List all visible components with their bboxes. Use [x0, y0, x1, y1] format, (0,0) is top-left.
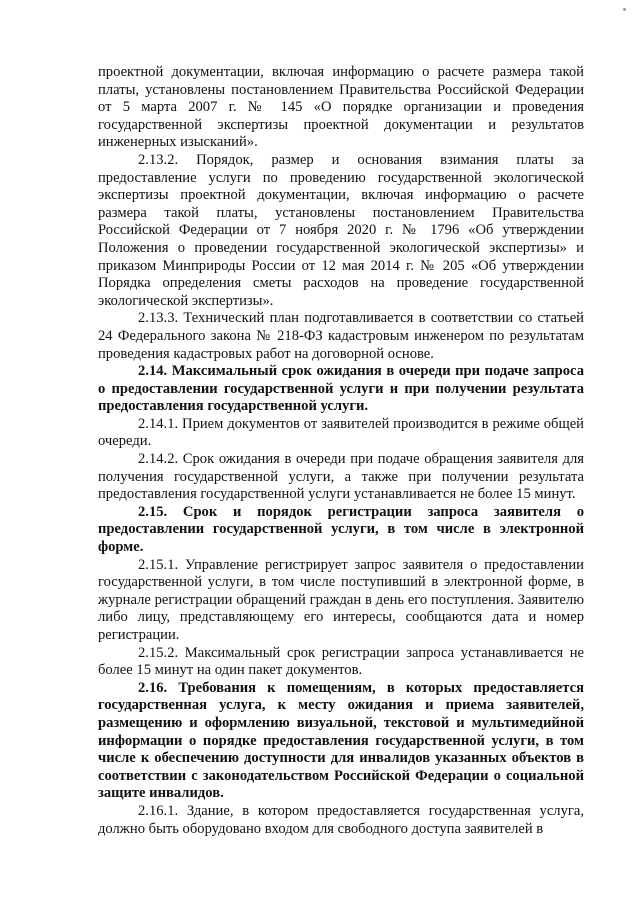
paragraph-2-15-1: 2.15.1. Управление регистрирует запрос заявителя о предоставлении государственной услуги, в том числе поступивший в электронной форме, в журнале регистрации обращений граждан в день его поступления. Заявителю либо лицу, представляющему его интересы, сообщаются дата и номер регистрации. — [98, 556, 584, 643]
paragraph-2-14-2: 2.14.2. Срок ожидания в очереди при подаче обращения заявителя для получения государственной услуги, а также при получении результата предоставления государственной услуги устанавливается не более 15 минут. — [98, 451, 584, 503]
paragraph-2-13-2: 2.13.2. Порядок, размер и основания взимания платы за предоставление услуги по проведению государственной экологической экспертизы проектной документации, включая информацию о расчете размера такой платы, установлены постановлением Правительства Российской Федерации от 7 ноября 2020 г. № 1796 «Об утверждении Положения о проведении государственной экологической экспертизы» и приказом Минприроды России от 12 мая 2014 г. № 205 «Об утверждении Порядка определения сметы расходов на проведение государственной экологической экспертизы». — [98, 151, 584, 309]
paragraph-2-15-2: 2.15.2. Максимальный срок регистрации запроса устанавливается не более 15 минут на один пакет документов. — [98, 644, 584, 679]
paragraph-2-14-1: 2.14.1. Прием документов от заявителей производится в режиме общей очереди. — [98, 415, 584, 450]
section-heading-2-14: 2.14. Максимальный срок ожидания в очереди при подаче запроса о предоставлении государственной услуги и при получении результата предоставления государственной услуги. — [98, 363, 584, 415]
paragraph-2-16-1: 2.16.1. Здание, в котором предоставляется государственная услуга, должно быть оборудовано входом для свободного доступа заявителей в — [98, 802, 584, 837]
section-heading-2-15: 2.15. Срок и порядок регистрации запроса заявителя о предоставлении государственной услуги, в том числе в электронной форме. — [98, 503, 584, 556]
scan-artifact-dot — [623, 8, 626, 11]
paragraph-continuation: проектной документации, включая информацию о расчете размера такой платы, установлены постановлением Правительства Российской Федерации от 5 марта 2007 г. № 145 «О порядке организации и проведения государственной экспертизы проектной документации и результатов инженерных изысканий». — [98, 64, 584, 151]
paragraph-2-13-3: 2.13.3. Технический план подготавливается в соответствии со статьей 24 Федерального закона № 218-ФЗ кадастровым инженером по результатам проведения кадастровых работ на договорной основе. — [98, 310, 584, 362]
document-page — [98, 64, 584, 838]
section-heading-2-16: 2.16. Требования к помещениям, в которых предоставляется государственная услуга, к месту ожидания и приема заявителей, размещению и оформлению визуальной, текстовой и мультимедийной информации о порядке предоставления государственной услуги, в том числе к обеспечению доступности для инвалидов указанных объектов в соответствии с законодательством Российской Федерации о социальной защите инвалидов. — [98, 679, 584, 802]
